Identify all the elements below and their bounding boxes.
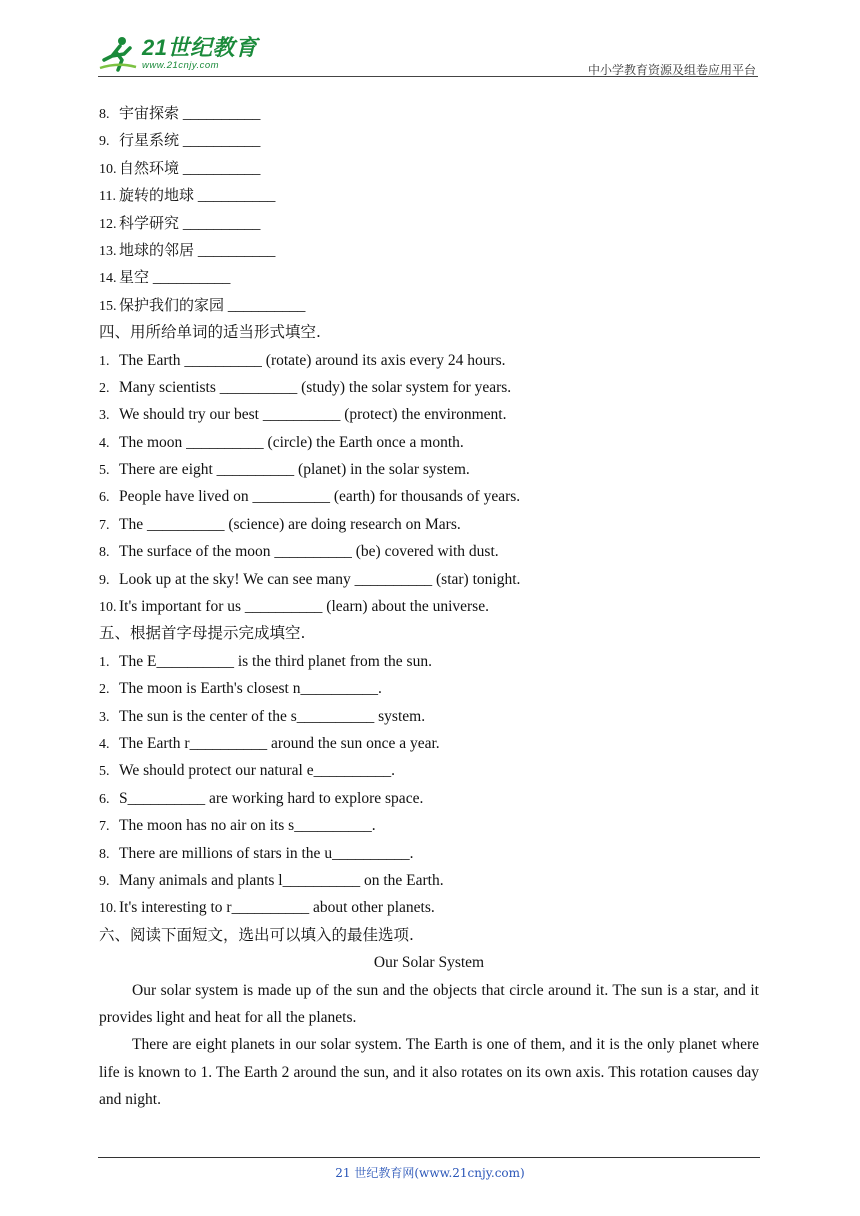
item-number: 9. bbox=[99, 134, 110, 150]
runner-logo-icon bbox=[98, 34, 138, 74]
item-text: The E__________ is the third planet from the sun. bbox=[119, 652, 432, 670]
item-number: 2. bbox=[99, 682, 110, 698]
item-text: 行星系统 bbox=[119, 131, 180, 150]
list-item bbox=[99, 210, 759, 237]
passage-paragraph: Our solar system is made up of the sun and the objects that circle around it. The sun is a star, and it provides light and heat for all the planets. bbox=[99, 981, 759, 1026]
item-number: 12. bbox=[99, 216, 117, 232]
item-number: 13. bbox=[99, 243, 117, 259]
item-number: 8. bbox=[99, 107, 110, 122]
item-number: 1. bbox=[99, 353, 110, 369]
item-number: 8. bbox=[99, 846, 110, 862]
list-item bbox=[99, 100, 759, 127]
item-text: People have lived on __________ (earth) for thousands of years. bbox=[119, 488, 521, 506]
section4-list bbox=[99, 347, 759, 621]
item-text: The Earth __________ (rotate) around its axis every 24 hours. bbox=[119, 351, 506, 369]
list-item bbox=[99, 127, 759, 154]
item-text: The moon has no air on its s__________. bbox=[119, 817, 376, 835]
item-text: 旋转的地球 bbox=[119, 186, 195, 205]
logo-main-text: 21世纪教育 bbox=[142, 35, 258, 61]
answer-blank[interactable]: __________ bbox=[197, 241, 276, 259]
answer-blank[interactable]: __________ bbox=[227, 296, 306, 314]
list-item bbox=[99, 401, 759, 428]
list-item bbox=[99, 566, 759, 593]
header-divider bbox=[98, 76, 758, 77]
section4-heading: 四、用所给单词的适当形式填空. bbox=[99, 323, 321, 342]
item-text: There are eight __________ (planet) in the solar system. bbox=[119, 461, 470, 479]
answer-blank[interactable]: __________ bbox=[182, 214, 261, 232]
answer-blank[interactable]: __________ bbox=[152, 269, 231, 287]
list-item bbox=[99, 703, 759, 730]
item-number: 9. bbox=[99, 572, 110, 588]
page-header bbox=[98, 30, 758, 78]
list-item bbox=[99, 675, 759, 702]
section5-list bbox=[99, 648, 759, 922]
item-number: 5. bbox=[99, 764, 110, 780]
answer-blank[interactable]: __________ bbox=[182, 105, 261, 122]
answer-blank[interactable]: __________ bbox=[182, 159, 261, 177]
item-number: 7. bbox=[99, 517, 110, 533]
item-text: It's important for us __________ (learn) about the universe. bbox=[119, 598, 489, 616]
item-text: There are millions of stars in the u__________. bbox=[119, 844, 414, 862]
item-number: 11. bbox=[99, 189, 116, 205]
list-item bbox=[99, 292, 759, 319]
item-number: 1. bbox=[99, 654, 110, 670]
list-item bbox=[99, 347, 759, 374]
item-number: 7. bbox=[99, 819, 110, 835]
item-number: 6. bbox=[99, 490, 110, 506]
item-number: 3. bbox=[99, 408, 110, 424]
list-item bbox=[99, 757, 759, 784]
answer-blank[interactable]: __________ bbox=[197, 187, 276, 205]
item-text: 自然环境 bbox=[119, 158, 180, 177]
item-text: Many animals and plants l__________ on the Earth. bbox=[119, 871, 444, 889]
section5-heading: 五、根据首字母提示完成填空. bbox=[99, 624, 306, 643]
list-item bbox=[99, 182, 759, 209]
list-item bbox=[99, 237, 759, 264]
list-item bbox=[99, 867, 759, 894]
list-item bbox=[99, 648, 759, 675]
list-item bbox=[99, 456, 759, 483]
document-body bbox=[99, 100, 759, 1114]
item-number: 8. bbox=[99, 545, 110, 561]
list-item bbox=[99, 374, 759, 401]
item-text: The sun is the center of the s__________ system. bbox=[119, 707, 426, 725]
passage-paragraph: There are eight planets in our solar system. The Earth is one of them, and it is the only planet where life is known to 1. The Earth 2 around the sun, and it also rotates on its own axis. This rotation causes day and night. bbox=[99, 1036, 759, 1109]
list-item bbox=[99, 483, 759, 510]
item-text: We should protect our natural e__________. bbox=[119, 762, 395, 780]
item-number: 4. bbox=[99, 435, 110, 451]
item-text: 保护我们的家园 bbox=[119, 295, 225, 314]
list-item bbox=[99, 264, 759, 291]
item-text: 地球的邻居 bbox=[119, 240, 195, 259]
list-item bbox=[99, 538, 759, 565]
item-number: 6. bbox=[99, 791, 110, 807]
item-text: 星空 bbox=[119, 268, 150, 287]
item-text: S__________ are working hard to explore space. bbox=[119, 789, 424, 807]
list-item bbox=[99, 730, 759, 757]
item-text: It's interesting to r__________ about other planets. bbox=[119, 899, 435, 917]
list-item bbox=[99, 155, 759, 182]
item-number: 10. bbox=[99, 600, 117, 616]
platform-name: 中小学教育资源及组卷应用平台 bbox=[587, 63, 756, 77]
footer-text: 21 世纪教育网(www.21cnjy.com) bbox=[335, 1166, 525, 1180]
item-text: 宇宙探索 bbox=[119, 104, 180, 122]
passage bbox=[99, 977, 759, 1114]
item-number: 15. bbox=[99, 298, 117, 314]
item-number: 10. bbox=[99, 161, 117, 177]
list-item bbox=[99, 894, 759, 921]
logo-url-text: www.21cnjy.com bbox=[142, 60, 220, 72]
answer-blank[interactable]: __________ bbox=[182, 132, 261, 150]
item-text: The __________ (science) are doing research on Mars. bbox=[119, 515, 461, 533]
item-number: 2. bbox=[99, 380, 110, 396]
list-item bbox=[99, 511, 759, 538]
item-number: 14. bbox=[99, 271, 117, 287]
site-logo bbox=[98, 34, 257, 74]
item-number: 9. bbox=[99, 873, 110, 889]
item-text: The Earth r__________ around the sun once a year. bbox=[119, 734, 440, 752]
item-text: The moon is Earth's closest n__________. bbox=[119, 680, 382, 698]
list-item bbox=[99, 785, 759, 812]
footer-divider bbox=[98, 1157, 760, 1158]
list-item bbox=[99, 593, 759, 620]
list-item bbox=[99, 812, 759, 839]
item-text: The moon __________ (circle) the Earth once a month. bbox=[119, 433, 464, 451]
vocab-list bbox=[99, 100, 759, 319]
item-text: Many scientists __________ (study) the solar system for years. bbox=[119, 378, 512, 396]
item-text: 科学研究 bbox=[119, 213, 180, 232]
item-text: Look up at the sky! We can see many __________ (star) tonight. bbox=[119, 570, 521, 588]
section6-heading: 六、阅读下面短文，选出可以填入的最佳选项. bbox=[99, 925, 414, 944]
item-number: 10. bbox=[99, 901, 117, 917]
item-number: 5. bbox=[99, 463, 110, 479]
item-text: We should try our best __________ (protect) the environment. bbox=[119, 406, 507, 424]
item-text: The surface of the moon __________ (be) covered with dust. bbox=[119, 543, 499, 561]
list-item bbox=[99, 429, 759, 456]
item-number: 4. bbox=[99, 736, 110, 752]
passage-title: Our Solar System bbox=[373, 954, 485, 972]
list-item bbox=[99, 840, 759, 867]
item-number: 3. bbox=[99, 709, 110, 725]
